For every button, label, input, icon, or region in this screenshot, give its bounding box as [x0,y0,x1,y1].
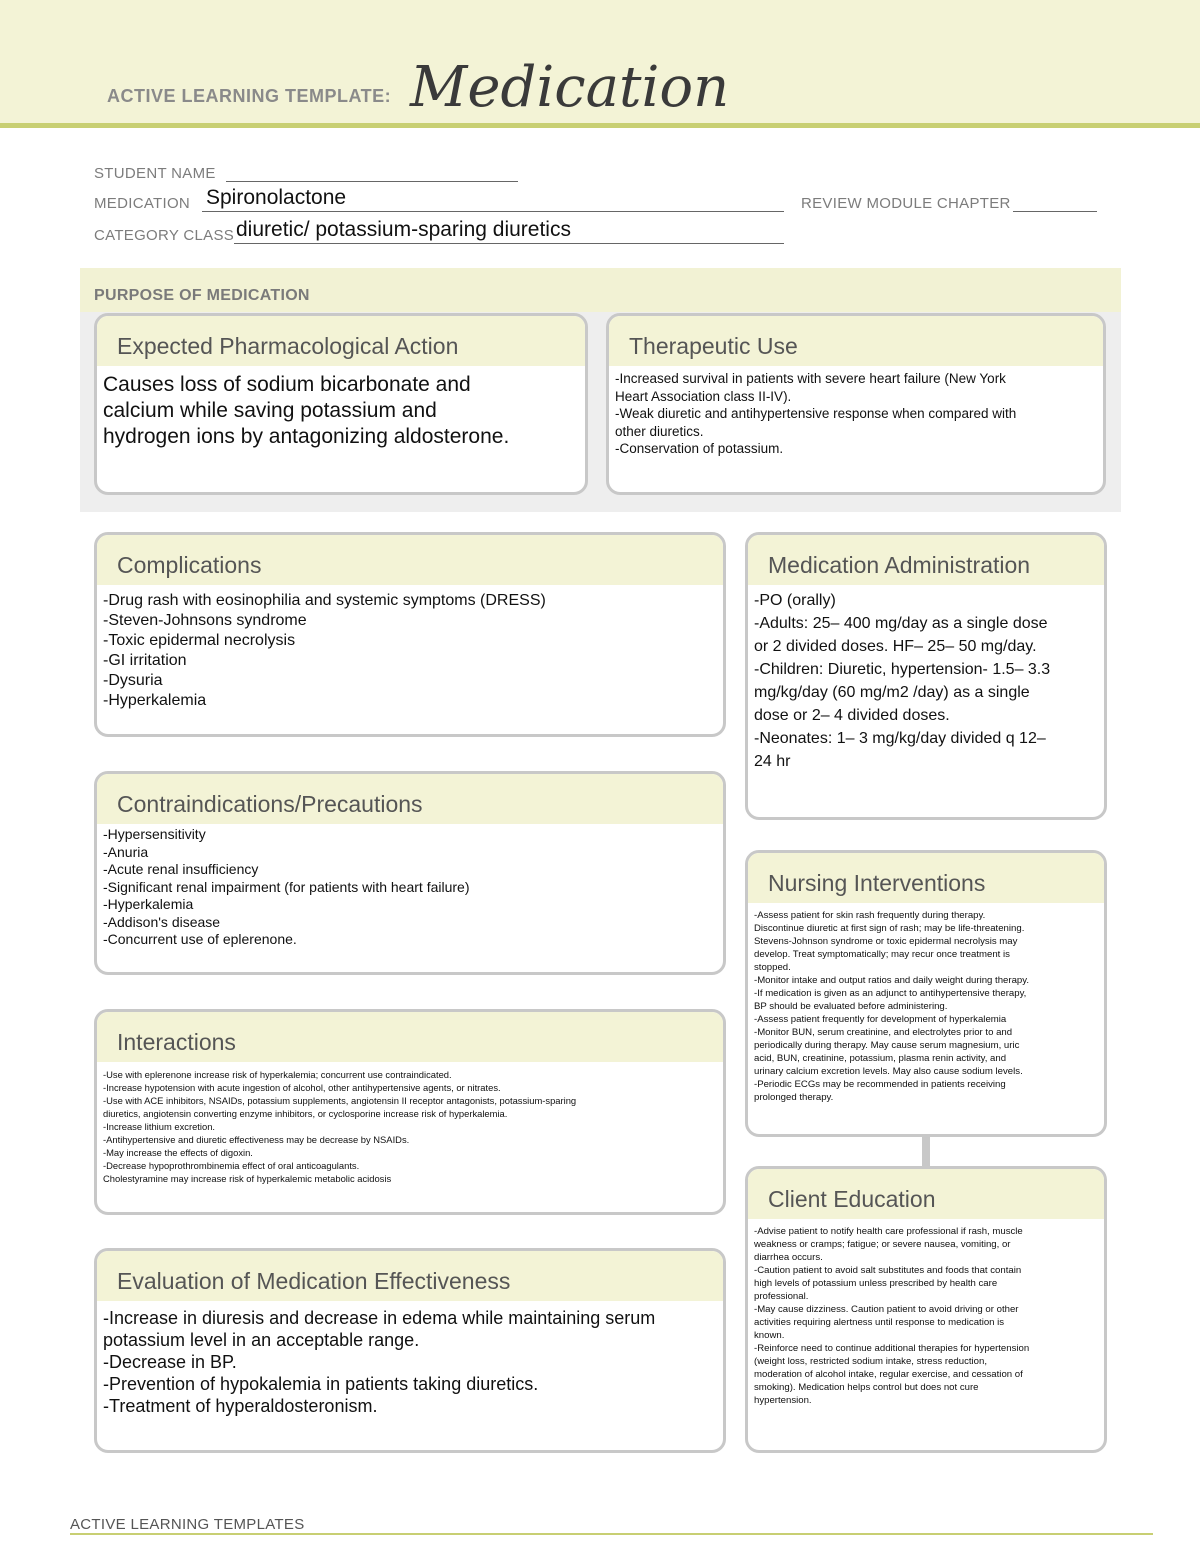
contraindications-text [97,824,723,949]
nursing-interventions-title: Nursing Interventions [748,853,1104,903]
text-line: Discontinue diuretic at first sign of rash; may be life-threatening. [754,923,1025,934]
text-line: -GI irritation [103,652,187,669]
nursing-interventions-text [748,903,1104,1104]
text-line: high levels of potassium unless prescribed by health care [754,1278,998,1289]
text-line: stopped. [754,962,791,973]
category-class-line [234,243,784,244]
medication-field[interactable] [94,188,784,218]
category-class-label: CATEGORY CLASS [94,227,235,244]
text-line: -Conservation of potassium. [615,441,784,456]
text-line: -Acute renal insufficiency [103,861,259,877]
student-name-line [226,181,518,182]
text-line: -Children: Diuretic, hypertension- 1.5– 3.3 [754,661,1051,678]
text-line: -Reinforce need to continue additional therapies for hypertension [754,1343,1030,1354]
section-connector [922,1137,930,1167]
text-line: smoking). Medication helps control but does not cure [754,1382,979,1393]
text-line: potassium level in an acceptable range. [103,1330,420,1350]
text-line: acid, BUN, creatinine, potassium, plasma renin activity, and [754,1053,1007,1064]
text-line: -Drug rash with eosinophilia and systemic symptoms (DRESS) [103,592,546,609]
text-line: -Concurrent use of eplerenone. [103,931,297,947]
text-line: mg/kg/day (60 mg/m2 /day) as a single [754,684,1030,701]
medication-line [202,211,784,212]
text-line: -PO (orally) [754,592,836,609]
evaluation-title: Evaluation of Medication Effectiveness [97,1251,723,1301]
student-name-label: STUDENT NAME [94,165,216,182]
text-line: -Increase hypotension with acute ingestion of alcohol, other antihypertensive agents, or nitrates. [103,1082,501,1093]
nursing-interventions-box [745,850,1107,1137]
client-education-text [748,1219,1104,1407]
text-line: BP should be evaluated before administering. [754,1001,948,1012]
text-line: prolonged therapy. [754,1092,834,1103]
category-class-field[interactable] [94,220,784,250]
contraindications-box [94,771,726,975]
text-line: Causes loss of sodium bicarbonate and [103,373,471,396]
therapeutic-use-title: Therapeutic Use [609,316,1103,366]
text-line: -Dysuria [103,672,163,689]
contraindications-title: Contraindications/Precautions [97,774,723,824]
review-module-chapter-field[interactable] [801,188,1101,218]
text-line: -Antihypertensive and diuretic effectiveness may be decrease by NSAIDs. [103,1134,410,1145]
text-line: -Monitor intake and output ratios and daily weight during therapy. [754,975,1030,986]
text-line: -If medication is given as an adjunct to antihypertensive therapy, [754,988,1027,999]
text-line: hydrogen ions by antagonizing aldosterone. [103,425,510,448]
text-line: -Weak diuretic and antihypertensive response when compared with [615,406,1017,421]
evaluation-box [94,1248,726,1453]
medication-administration-title: Medication Administration [748,535,1104,585]
text-line: -May cause dizziness. Caution patient to avoid driving or other [754,1304,1019,1315]
text-line: -Treatment of hyperaldosteronism. [103,1396,378,1416]
text-line: calcium while saving potassium and [103,399,437,422]
text-line: -Significant renal impairment (for patients with heart failure) [103,878,470,895]
text-line: dose or 2– 4 divided doses. [754,707,950,724]
text-line: -Periodic ECGs may be recommended in patients receiving [754,1079,1006,1090]
text-line: Cholestyramine may increase risk of hyperkalemic metabolic acidosis [103,1173,392,1184]
complications-text [97,585,723,711]
interactions-box [94,1009,726,1215]
purpose-label: PURPOSE OF MEDICATION [94,287,310,304]
text-line: urinary calcium excretion levels. May also cause sodium levels. [754,1066,1023,1077]
text-line: -Decrease in BP. [103,1352,237,1372]
text-line: diarrhea occurs. [754,1252,823,1263]
text-line: -Increase in diuresis and decrease in edema while maintaining serum [103,1308,656,1328]
text-line: -Use with eplerenone increase risk of hyperkalemia; concurrent use contraindicated. [103,1069,452,1080]
text-line: -Prevention of hypokalemia in patients taking diuretics. [103,1374,539,1394]
text-line: -May increase the effects of digoxin. [103,1147,253,1158]
text-line: -Assess patient frequently for development of hyperkalemia [754,1014,1007,1025]
text-line: -Advise patient to notify health care professional if rash, muscle [754,1226,1023,1237]
review-module-chapter-label: REVIEW MODULE CHAPTER [801,195,1011,212]
text-line: -Steven-Johnsons syndrome [103,612,307,629]
text-line: -Decrease hypoprothrombinemia effect of oral anticoagulants. [103,1160,360,1171]
medication-value: Spironolactone [206,186,347,209]
text-line: activities requiring alertness until response to medication is [754,1317,1005,1328]
text-line: or 2 divided doses. HF– 25– 50 mg/day. [754,638,1037,655]
medication-label: MEDICATION [94,195,191,212]
text-line: -Anuria [103,843,149,860]
text-line: develop. Treat symptomatically; may recur once treatment is [754,949,1010,960]
text-line: 24 hr [754,753,791,770]
text-line: -Increase lithium excretion. [103,1121,216,1132]
text-line: -Hyperkalemia [103,692,207,709]
expected-action-title: Expected Pharmacological Action [97,316,585,366]
text-line: moderation of alcohol intake, regular exercise, and cessation of [754,1369,1023,1380]
text-line: -Caution patient to avoid salt substitutes and foods that contain [754,1265,1022,1276]
evaluation-text [97,1301,723,1417]
therapeutic-use-text [609,366,1103,458]
text-line: professional. [754,1291,809,1302]
client-education-title: Client Education [748,1169,1104,1219]
medication-administration-box [745,532,1107,820]
text-line: -Increased survival in patients with severe heart failure (New York [615,371,1006,386]
review-module-chapter-line [1013,211,1097,212]
text-line: hypertension. [754,1395,812,1406]
text-line: diuretics, angiotensin converting enzyme inhibitors, or cyclosporine increase risk of hyperkalemia. [103,1108,508,1119]
client-education-box [745,1166,1107,1453]
medication-administration-text [748,585,1104,773]
text-line: -Use with ACE inhibitors, NSAIDs, potassium supplements, angiotensin II receptor antagonists, potassium-sparing [103,1095,577,1106]
interactions-title: Interactions [97,1012,723,1062]
footer-label: ACTIVE LEARNING TEMPLATES [70,1516,305,1533]
category-class-value: diuretic/ potassium-sparing diuretics [236,218,571,241]
text-line: other diuretics. [615,423,704,439]
text-line: periodically during therapy. May cause serum magnesium, uric [754,1040,1020,1051]
expected-action-text [97,366,585,450]
header-divider [0,123,1200,128]
text-line: -Neonates: 1– 3 mg/kg/day divided q 12– [754,730,1046,747]
text-line: -Monitor BUN, serum creatinine, and electrolytes prior to and [754,1027,1013,1038]
text-line: Heart Association class II-IV). [615,388,792,404]
template-title: Medication [410,55,730,120]
complications-box [94,532,726,737]
text-line: weakness or cramps; fatigue; or severe nausea, vomiting, or [754,1239,1011,1250]
text-line: -Adults: 25– 400 mg/day as a single dose [754,615,1048,632]
text-line: -Toxic epidermal necrolysis [103,632,296,649]
footer-divider [70,1533,1153,1535]
text-line: (weight loss, restricted sodium intake, stress reduction, [754,1356,988,1367]
interactions-text [97,1062,723,1185]
text-line: known. [754,1330,785,1341]
template-label: ACTIVE LEARNING TEMPLATE: [107,86,392,106]
text-line: -Hyperkalemia [103,896,194,912]
expected-action-box [94,313,588,495]
student-name-field[interactable] [94,158,524,188]
therapeutic-use-box [606,313,1106,495]
text-line: -Assess patient for skin rash frequently during therapy. [754,910,986,921]
text-line: -Addison's disease [103,913,221,930]
complications-title: Complications [97,535,723,585]
text-line: Stevens-Johnson syndrome or toxic epidermal necrolysis may [754,936,1018,947]
text-line: -Hypersensitivity [103,826,206,842]
